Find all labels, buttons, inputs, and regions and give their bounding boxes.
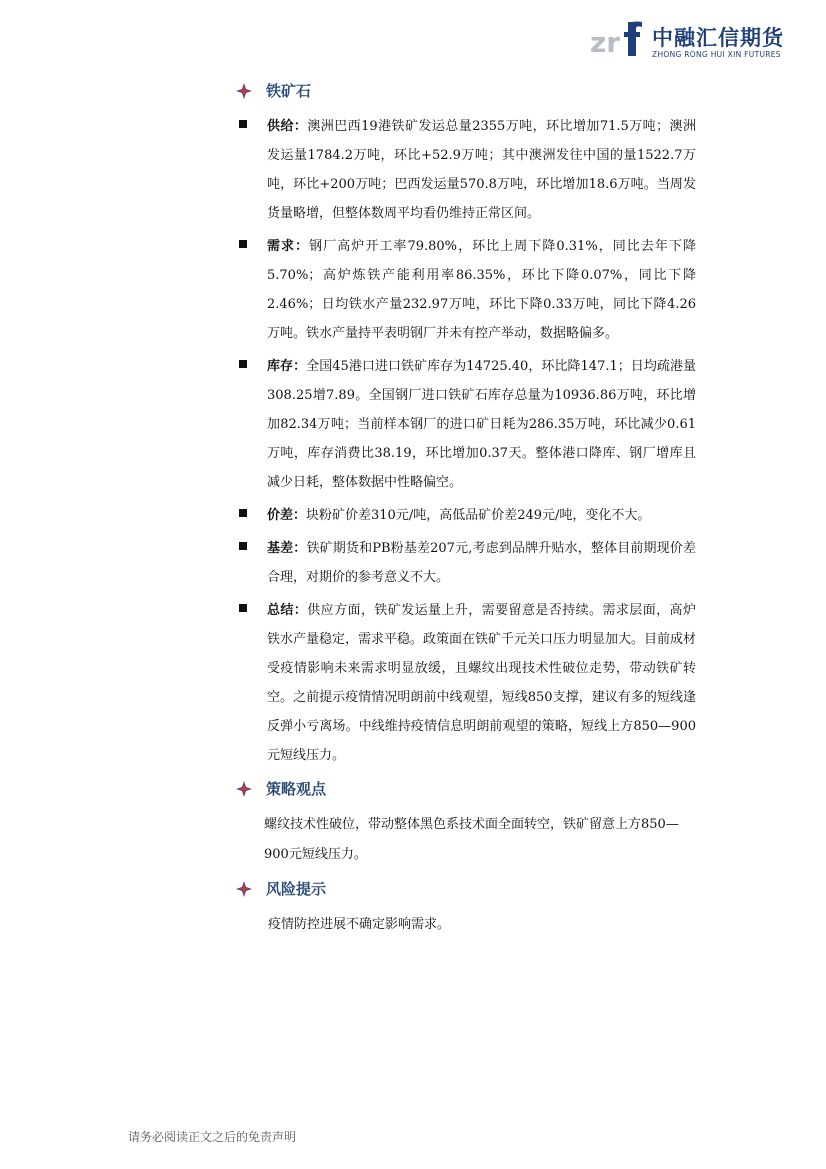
star-bullet-icon	[236, 781, 252, 797]
item-text: 块粉矿价差310元/吨，高低品矿价差249元/吨，变化不大。	[306, 508, 651, 523]
item-text: 铁矿期货和PB粉基差207元,考虑到品牌升贴水，整体目前期现价差合理，对期价的参考意义不大。	[267, 541, 696, 585]
item-label: 需求：	[267, 239, 310, 254]
list-item-spread	[236, 501, 696, 530]
section-title: 策略观点	[266, 780, 327, 798]
star-bullet-icon	[236, 83, 252, 99]
item-text: 供应方面，铁矿发运量上升，需要留意是否持续。需求层面，高炉铁水产量稳定，需求平稳。政策面在铁矿千元关口压力明显加大。目前成材受疫情影响未来需求明显放缓，且螺纹出现技术性破位走势，带动铁矿转空。之前提示疫情情况明朗前中线观望，短线850支撑，建议有多的短线逢反弹小亏离场。中线维持疫情信息明朗前观望的策略，短线上方850—900元短线压力。	[267, 603, 697, 763]
disclaimer-footer: 请务必阅读正文之后的免责声明	[128, 1130, 297, 1144]
item-label: 总结：	[267, 603, 308, 618]
report-body	[236, 80, 696, 948]
svg-text:zr: zr	[590, 26, 621, 59]
square-bullet-icon	[239, 240, 247, 248]
section-title: 风险提示	[266, 880, 327, 898]
section-heading-risk	[236, 878, 696, 900]
square-bullet-icon	[239, 360, 247, 368]
item-text: 澳洲巴西19港铁矿发运总量2355万吨，环比增加71.5万吨；澳洲发运量1784.2万吨，环比+52.9万吨；其中澳洲发往中国的量1522.7万吨，环比+200万吨；巴西发运量570.8万吨，环比增加18.6万吨。当周发货量略增，但整体数周平均看仍维持正常区间。	[267, 119, 696, 221]
square-bullet-icon	[239, 120, 247, 128]
item-label: 基差：	[267, 541, 307, 556]
company-logo	[590, 20, 790, 64]
list-item-supply	[236, 112, 696, 228]
item-label: 供给：	[267, 119, 308, 134]
item-label: 库存：	[267, 359, 307, 374]
section-heading-strategy	[236, 778, 696, 800]
item-label: 价差：	[267, 508, 307, 523]
square-bullet-icon	[239, 604, 247, 612]
list-item-inventory	[236, 352, 696, 497]
square-bullet-icon	[239, 509, 247, 517]
strategy-text: 螺纹技术性破位，带动整体黑色系技术面全面转空，铁矿留意上方850—900元短线压力。	[264, 817, 679, 862]
logo-english-name: ZHONG RONG HUI XIN FUTURES	[652, 50, 781, 59]
item-text: 全国45港口进口铁矿库存为14725.40，环比降147.1；日均疏港量308.25增7.89。全国钢厂进口铁矿石库存总量为10936.86万吨，环比增加82.34万吨；当前样本钢厂的进口矿日耗为286.35万吨，环比减少0.61万吨，库存消费比38.19，环比增加0.37天。整体港口降库、钢厂增库且减少日耗，整体数据中性略偏空。	[267, 359, 696, 490]
risk-text: 疫情防控进展不确定影响需求。	[268, 917, 451, 932]
section-heading-iron-ore	[236, 80, 696, 102]
item-text: 钢厂高炉开工率79.80%，环比上周下降0.31%，同比去年下降5.70%；高炉炼铁产能利用率86.35%，环比下降0.07%，同比下降2.46%；日均铁水产量232.97万吨，环比下降0.33万吨，同比下降4.26万吨。铁水产量持平表明钢厂并未有控产举动，数据略偏多。	[267, 239, 696, 341]
list-item-basis	[236, 534, 696, 592]
section-title: 铁矿石	[266, 82, 312, 100]
list-item-demand	[236, 232, 696, 348]
logo-chinese-name: 中融汇信期货	[652, 26, 784, 50]
star-bullet-icon	[236, 881, 252, 897]
square-bullet-icon	[239, 542, 247, 550]
list-item-summary	[236, 596, 696, 770]
zrf-logo-icon	[590, 20, 648, 60]
